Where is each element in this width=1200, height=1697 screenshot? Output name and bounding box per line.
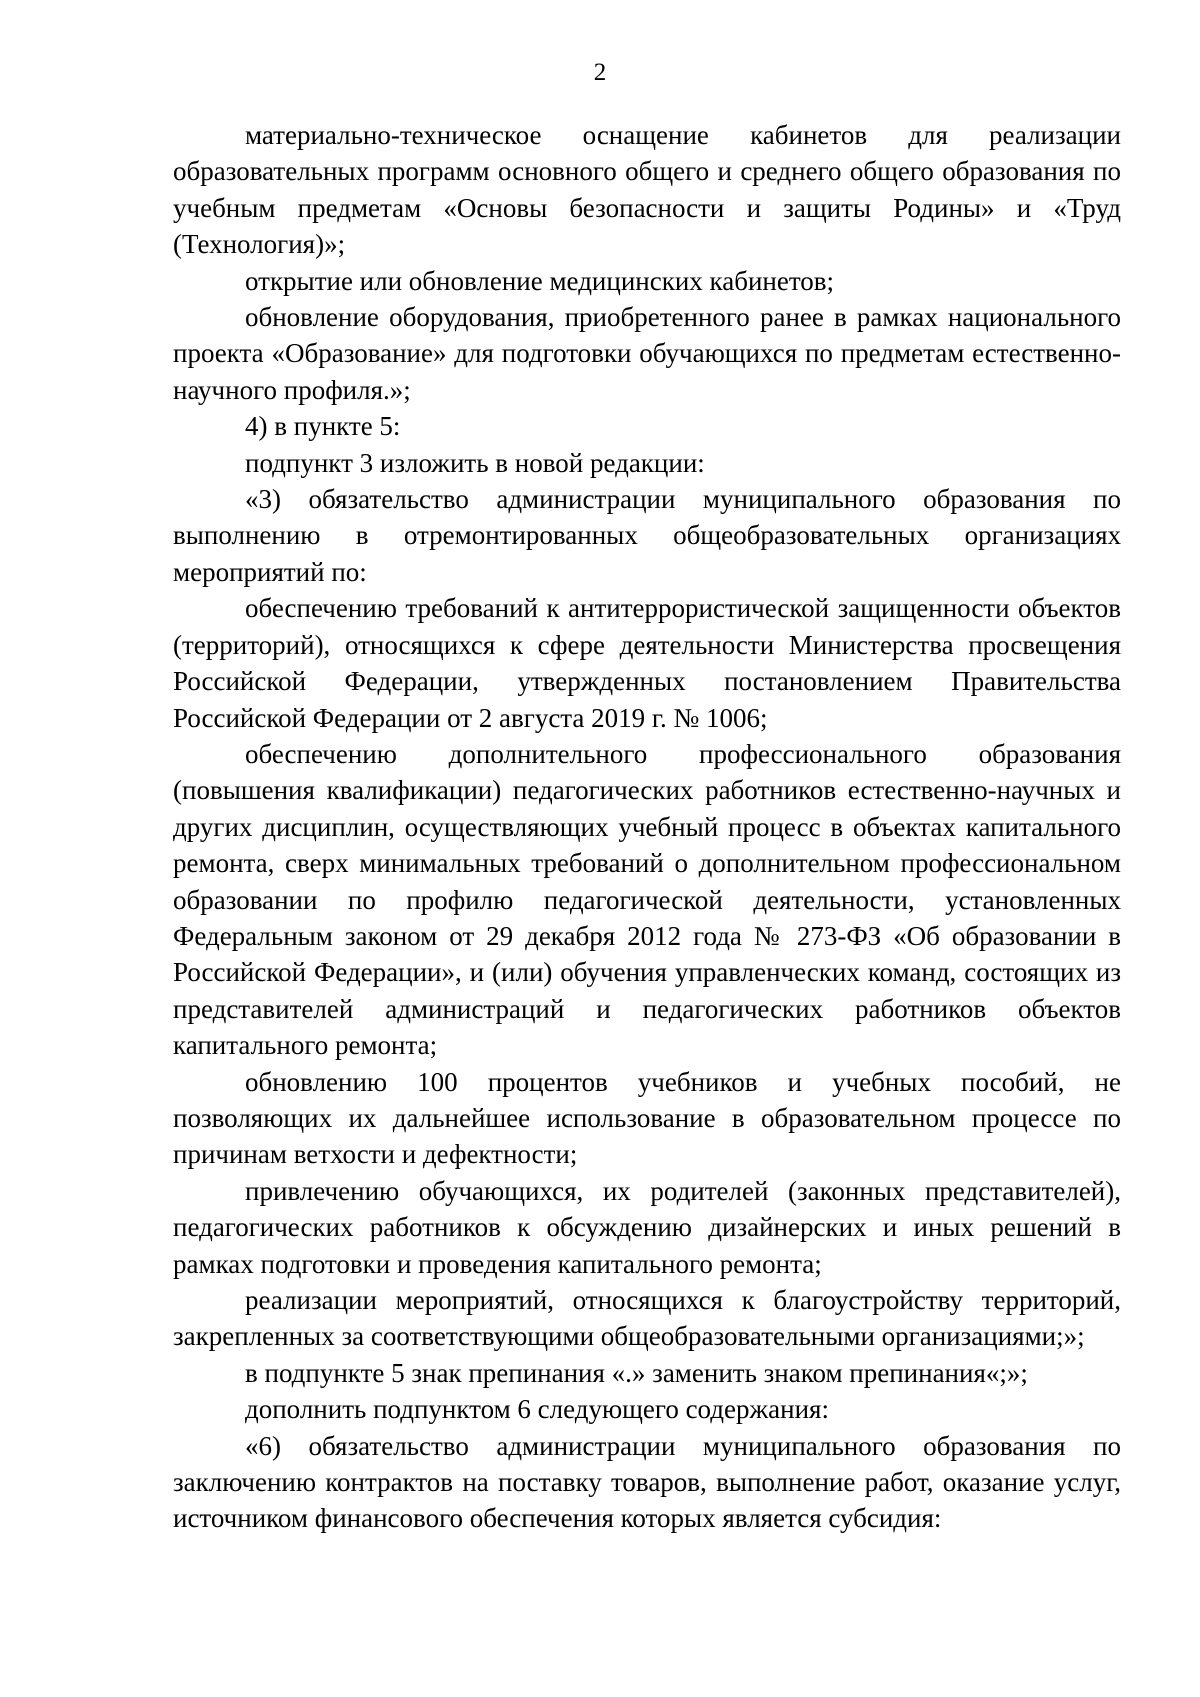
paragraph-medical-offices: открытие или обновление медицинских кабинетов; [245,265,835,296]
paragraph-subitem-5-punctuation: в подпункте 5 знак препинания «.» заменить знаком препинания«;»; [245,1357,1028,1388]
paragraph-equipment-update: обновление оборудования, приобретенного ранее в рамках национального проекта «Образование» для подготовки обучающихся по предметам естественно-научного профиля.»; [173,302,1121,405]
paragraph-territory-improvement: реализации мероприятий, относящихся к благоустройству территорий, закрепленных за соответствующими общеобразовательными организациями;»; [173,1285,1121,1352]
paragraph-obligation-6: «6) обязательство администрации муниципального образования по заключению контрактов на поставку товаров, выполнение работ, оказание услуг, источником финансового обеспечения которых является субсидия: [173,1430,1121,1534]
page-number: 2 [593,59,607,86]
paragraph-item-4: 4) в пункте 5: [245,411,401,442]
paragraph-subitem-3-intro: подпункт 3 изложить в новой редакции: [245,447,705,478]
paragraph-antiterror-security: обеспечению требований к антитеррористической защищенности объектов (территорий), относящихся к сфере деятельности Министерства просвещения Российской Федерации, утвержденных постановлением Правительства Российской Федерации от 2 августа 2019 г. № 1006; [173,593,1121,733]
paragraph-equipment-classrooms: материально-техническое оснащение кабинетов для реализации образовательных программ основного общего и среднего общего образования по учебным предметам «Основы безопасности и защиты Родины» и «Труд (Технология)»; [173,120,1121,260]
paragraph-obligation-3: «3) обязательство администрации муниципального образования по выполнению в отремонтированных общеобразовательных организациях мероприятий по: [173,484,1121,587]
paragraph-stakeholder-involvement: привлечению обучающихся, их родителей (законных представителей), педагогических работников к обсуждению дизайнерских и иных решений в рамках подготовки и проведения капитального ремонта; [173,1175,1121,1279]
paragraph-professional-education: обеспечению дополнительного профессионального образования (повышения квалификации) педагогических работников естественно-научных и других дисциплин, осуществляющих учебный процесс в объектах капитального ремонта, сверх минимальных требований о дополнительном профессиональном образовании по профилю педагогической деятельности, установленных Федеральным законом от 29 декабря 2012 года № 273-ФЗ «Об образовании в Российской Федерации», и (или) обучения управленческих команд, состоящих из представителей администраций и педагогических работников объектов капитального ремонта; [173,738,1121,1061]
document-body [173,117,1121,1537]
paragraph-textbooks-update: обновлению 100 процентов учебников и учебных пособий, не позволяющих их дальнейшее использование в образовательном процессе по причинам ветхости и дефектности; [173,1066,1121,1170]
paragraph-add-subitem-6: дополнить подпунктом 6 следующего содержания: [245,1394,829,1425]
